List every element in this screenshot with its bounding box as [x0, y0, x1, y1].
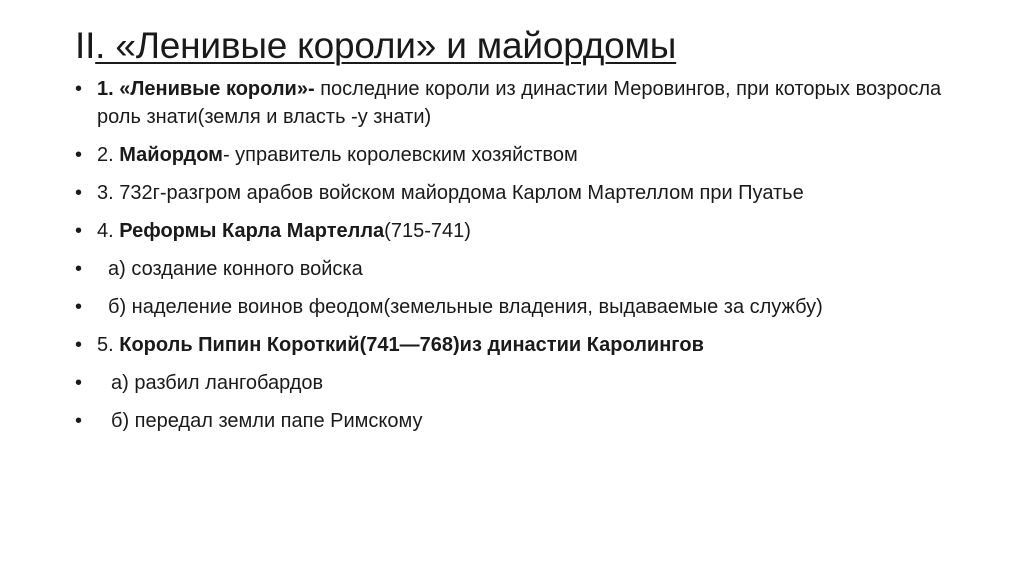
list-item: [75, 331, 975, 359]
list-item: [75, 217, 975, 245]
item-bold-text: Майордом: [119, 144, 223, 166]
item-bold-text: Реформы Карла Мартелла: [119, 220, 385, 242]
list-item: [75, 179, 975, 207]
bullet-icon: •: [75, 372, 83, 394]
title-text: . «Ленивые короли» и майордомы: [95, 25, 677, 66]
item-text: б) передал земли папе Римскому: [111, 410, 423, 432]
list-item: [75, 75, 975, 131]
item-text: а) разбил лангобардов: [111, 372, 324, 394]
bullet-icon: •: [75, 220, 83, 242]
list-item: [75, 407, 975, 435]
bullet-icon: •: [75, 78, 83, 100]
item-text: 3. 732г-разгром арабов войском майордома Карлом Мартеллом при Пуатье: [97, 182, 804, 204]
title-roman-numeral: II: [75, 25, 96, 66]
bullet-icon: •: [75, 182, 83, 204]
list-item: [75, 369, 975, 397]
list-item: [75, 293, 975, 321]
bullet-list: [75, 75, 975, 445]
page-title: [75, 22, 676, 70]
bullet-icon: •: [75, 296, 83, 318]
item-bold-text: 1. «Ленивые короли»-: [97, 78, 315, 100]
item-number: 5.: [97, 334, 120, 356]
bullet-icon: •: [75, 410, 83, 432]
list-item: [75, 141, 975, 169]
item-text: (715-741): [384, 220, 471, 242]
bullet-icon: •: [75, 258, 83, 280]
item-text: последние короли из династии Меровингов, при которых возросла роль знати(земля и власть -у знати): [97, 78, 942, 128]
bullet-icon: •: [75, 144, 83, 166]
item-number: 2.: [97, 144, 120, 166]
item-text: - управитель королевским хозяйством: [222, 144, 578, 166]
bullet-icon: •: [75, 334, 83, 356]
item-text: а) создание конного войска: [108, 258, 363, 280]
list-item: [75, 255, 975, 283]
item-number: 4.: [97, 220, 120, 242]
item-bold-text: Король Пипин Короткий(741—768)из династии Каролингов: [119, 334, 704, 356]
item-text: б) наделение воинов феодом(земельные владения, выдаваемые за службу): [108, 296, 823, 318]
